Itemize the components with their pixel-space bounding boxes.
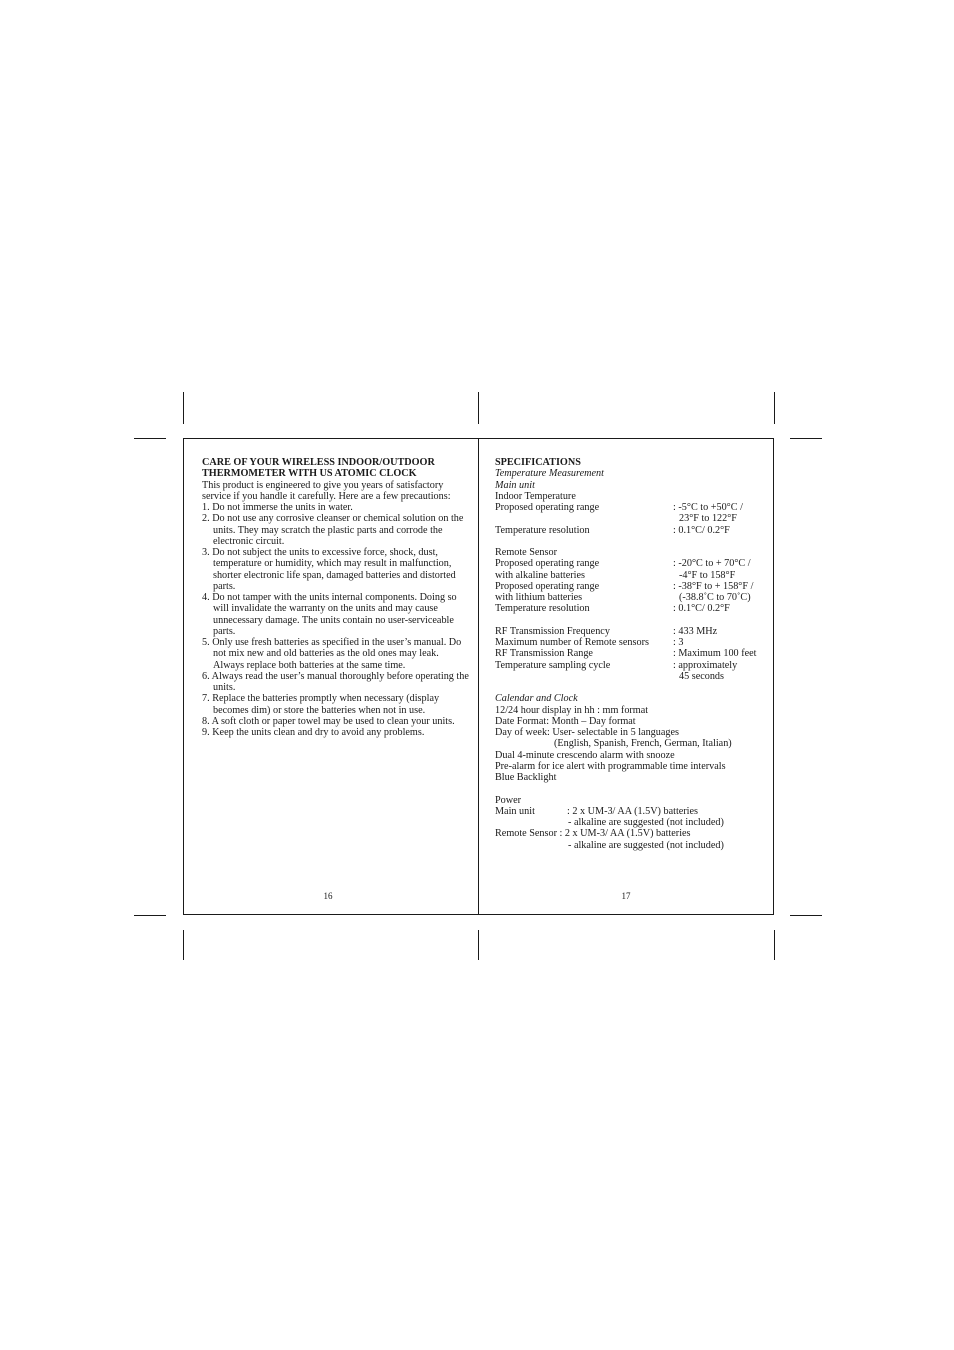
sampling-cycle-value xyxy=(673,660,765,683)
calendar-line: Date Format: Month – Day format xyxy=(495,715,636,727)
rf-frequency-label: RF Transmission Frequency xyxy=(495,625,610,637)
lithium-range-row xyxy=(495,581,765,604)
left-page xyxy=(202,457,470,738)
crop-mark-bottom-right-v xyxy=(774,930,775,960)
alkaline-range-value-1: : -20°C to + 70°C / xyxy=(673,558,751,570)
calendar-line: Pre-alarm for ice alert with programmable time intervals xyxy=(495,760,726,772)
indoor-range-value xyxy=(673,502,765,525)
indoor-range-value-1: : -5°C to +50°C / xyxy=(673,502,743,513)
calendar-line: Day of week: User- selectable in 5 languages xyxy=(495,727,679,738)
calendar-languages: (English, Spanish, French, German, Italian) xyxy=(554,738,732,750)
precaution-item: 4. Do not tamper with the units internal components. Doing so will invalidate the warranty on the units and may cause unnecessary damage. The units contain no user-serviceable parts. xyxy=(202,592,457,637)
crop-mark-right-bottom-h xyxy=(790,915,822,916)
remote-power-note: - alkaline are suggested (not included) xyxy=(568,839,724,851)
remote-power-label: Remote Sensor xyxy=(495,828,557,840)
alkaline-range-value xyxy=(673,558,765,581)
precaution-item: 2. Do not use any corrosive cleanser or chemical solution on the units. They may scratch the plastic parts and corrode the electronic circuit. xyxy=(202,513,464,547)
alkaline-range-label-2: with alkaline batteries xyxy=(495,569,585,581)
precaution-item: 7. Replace the batteries promptly when necessary (display becomes dim) or store the batteries when not in use. xyxy=(202,693,440,716)
precaution-item: 9. Keep the units clean and dry to avoid any problems. xyxy=(202,727,425,738)
indoor-range-value-2: 23°F to 122°F xyxy=(679,513,737,525)
main-unit-power-note: - alkaline are suggested (not included) xyxy=(568,817,724,828)
remote-resolution-label: Temperature resolution xyxy=(495,603,590,615)
sampling-cycle-value-2: 45 seconds xyxy=(679,670,724,682)
lithium-range-value xyxy=(673,581,765,604)
page-number-right: 17 xyxy=(621,891,631,901)
crop-mark-top-right-v xyxy=(774,392,775,424)
precaution-item: 5. Only use fresh batteries as specified in the user’s manual. Do not mix new and old batteries as the old ones may leak. Always replace both batteries at the same time. xyxy=(202,637,462,671)
sampling-cycle-row xyxy=(495,660,765,683)
rf-frequency-row xyxy=(495,626,765,637)
crop-mark-top-left-v xyxy=(183,392,184,424)
max-sensors-label: Maximum number of Remote sensors xyxy=(495,637,649,648)
care-intro: This product is engineered to give you years of satisfactory service if you handle it carefully. Here are a few precautions: xyxy=(202,479,451,502)
lithium-range-value-2: (-38.8˚C to 70˚C) xyxy=(679,592,751,603)
alkaline-range-label-1: Proposed operating range xyxy=(495,558,600,570)
main-unit-power-label: Main unit xyxy=(495,805,535,817)
lithium-range-value-1: : -38°F to + 158°F / xyxy=(673,580,754,592)
indoor-resolution-value: : 0.1°C/ 0.2°F xyxy=(673,524,730,536)
main-unit-power-value: : 2 x UM-3/ AA (1.5V) batteries xyxy=(567,805,699,817)
rf-range-row xyxy=(495,648,765,659)
indoor-range-label: Proposed operating range xyxy=(495,502,600,513)
rf-frequency-value: : 433 MHz xyxy=(673,625,718,637)
care-title-line-2: THERMOMETER WITH US ATOMIC CLOCK xyxy=(202,468,417,480)
power-heading: Power xyxy=(495,794,522,806)
remote-power-value: : 2 x UM-3/ AA (1.5V) batteries xyxy=(559,828,691,840)
crop-mark-left-bottom-h xyxy=(134,915,166,916)
calendar-line: 12/24 hour display in hh : mm format xyxy=(495,704,649,716)
remote-resolution-value: : 0.1°C/ 0.2°F xyxy=(673,603,730,615)
lithium-range-label-1: Proposed operating range xyxy=(495,580,600,592)
max-sensors-value: : 3 xyxy=(673,637,684,648)
temperature-measurement-heading: Temperature Measurement xyxy=(495,468,604,480)
right-page xyxy=(495,457,765,851)
main-unit-power-row xyxy=(495,806,765,817)
lithium-range-label-2: with lithium batteries xyxy=(495,592,583,603)
precaution-item: 1. Do not immerse the units in water. xyxy=(202,502,353,513)
specifications-title: SPECIFICATIONS xyxy=(495,457,581,468)
remote-resolution-row xyxy=(495,603,765,614)
calendar-line: Blue Backlight xyxy=(495,772,557,783)
indoor-temperature-label: Indoor Temperature xyxy=(495,490,576,502)
remote-sensor-label: Remote Sensor xyxy=(495,547,557,558)
indoor-resolution-row xyxy=(495,525,765,536)
main-unit-heading: Main unit xyxy=(495,479,535,491)
page-number-left: 16 xyxy=(323,891,333,901)
rf-range-label: RF Transmission Range xyxy=(495,648,593,660)
alkaline-range-row xyxy=(495,558,765,581)
crop-mark-top-center-v xyxy=(478,392,479,424)
calendar-line: Dual 4-minute crescendo alarm with snooze xyxy=(495,749,675,761)
alkaline-range-value-2: -4°F to 158°F xyxy=(679,569,736,581)
sampling-cycle-value-1: : approximately xyxy=(673,659,738,671)
sampling-cycle-label: Temperature sampling cycle xyxy=(495,659,611,671)
crop-mark-bottom-center-v xyxy=(478,930,479,960)
max-sensors-row xyxy=(495,637,765,648)
rf-range-value: : Maximum 100 feet xyxy=(673,648,757,660)
care-title-line-1: CARE OF YOUR WIRELESS INDOOR/OUTDOOR xyxy=(202,457,435,468)
crop-mark-left-top-h xyxy=(134,438,166,439)
precaution-item: 3. Do not subject the units to excessive force, shock, dust, temperature or humidity, which may result in malfunction, shorter electronic life span, damaged batteries and distorted parts. xyxy=(202,547,456,592)
calendar-clock-heading: Calendar and Clock xyxy=(495,693,578,705)
indoor-resolution-label: Temperature resolution xyxy=(495,524,590,536)
remote-power-row xyxy=(495,828,765,839)
crop-mark-bottom-left-v xyxy=(183,930,184,960)
precaution-item: 8. A soft cloth or paper towel may be used to clean your units. xyxy=(202,715,455,727)
crop-mark-right-top-h xyxy=(790,438,822,439)
precaution-item: 6. Always read the user’s manual thoroughly before operating the units. xyxy=(202,670,469,693)
page-divider xyxy=(478,438,479,915)
indoor-range-row xyxy=(495,502,765,525)
